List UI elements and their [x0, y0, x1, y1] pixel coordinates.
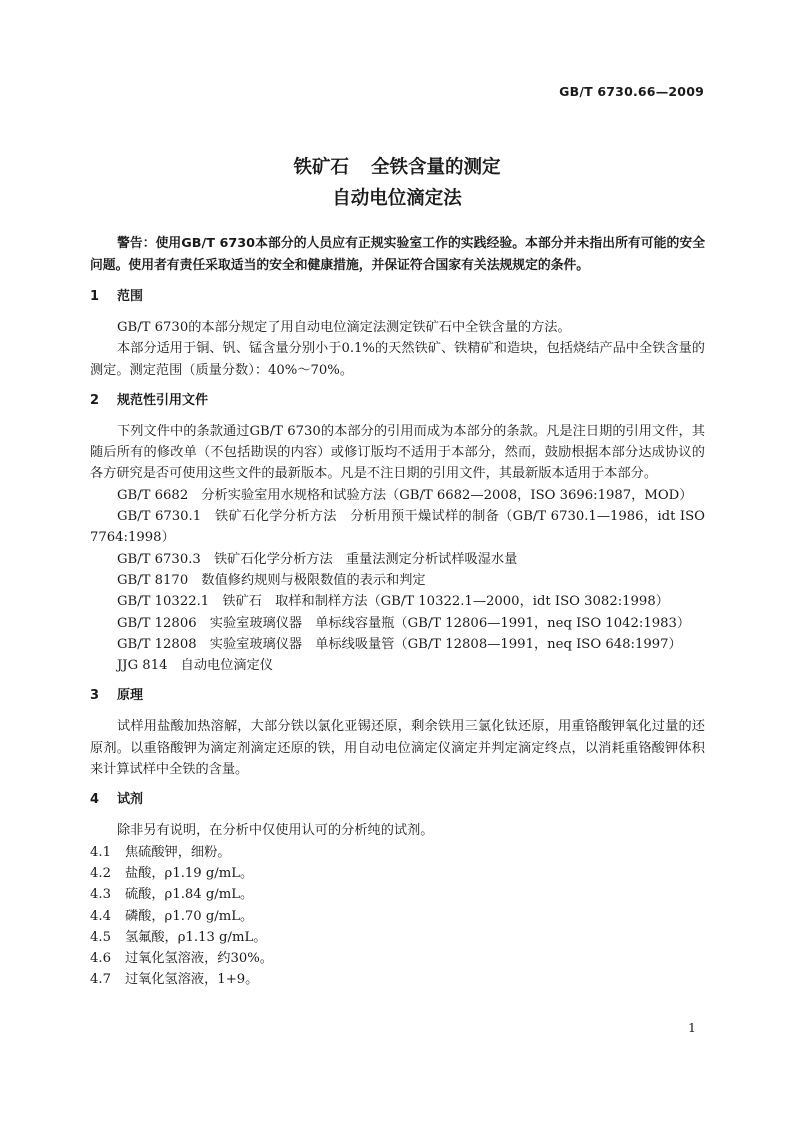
reagent-item [90, 927, 705, 948]
reagent-text: 过氧化氢溶液，1+9。 [125, 972, 259, 988]
reagent-text: 过氧化氢溶液，约30%。 [125, 951, 273, 967]
reagent-item [90, 842, 705, 863]
reagent-item [90, 948, 705, 969]
reagent-text: 焦硫酸钾，细粉。 [125, 844, 231, 860]
reagent-number: 4.4 [90, 908, 111, 924]
scope-paragraph-1: GB/T 6730的本部分规定了用自动电位滴定法测定铁矿石中全铁含量的方法。 [117, 320, 571, 335]
title-measurement: 全铁含量的测定 [371, 157, 501, 178]
section-heading-reagents [90, 789, 705, 810]
reagent-text: 硫酸，ρ1.84 g/mL。 [125, 887, 254, 903]
reagent-item [90, 906, 705, 927]
section-number: 4 [90, 792, 100, 808]
reference-item: JJG 814 自动电位滴定仪 [117, 658, 273, 674]
document-body [90, 233, 705, 991]
reagent-text: 磷酸，ρ1.70 g/mL。 [125, 908, 254, 924]
reference-item: GB/T 8170 数值修约规则与极限数值的表示和判定 [117, 572, 426, 588]
reagent-number: 4.1 [90, 844, 111, 860]
scope-paragraph-2: 本部分适用于铜、钒、锰含量分别小于0.1%的天然铁矿、铁精矿和造块，包括烧结产品中全铁含量的测定。测定范围（质量分数）：40%～70%。 [90, 341, 705, 378]
section-heading-scope [90, 286, 705, 307]
reagent-number: 4.7 [90, 972, 111, 988]
page-number: 1 [688, 1020, 696, 1035]
reference-item: GB/T 10322.1 铁矿石 取样和制样方法（GB/T 10322.1—2000，idt ISO 3082:1998） [117, 594, 669, 610]
section-number: 2 [90, 392, 100, 408]
reagent-number: 4.6 [90, 951, 111, 967]
title-subject: 铁矿石 [293, 157, 349, 178]
document-title-line2: 自动电位滴定法 [332, 188, 462, 209]
reagent-item [90, 884, 705, 905]
reference-item: GB/T 6682 分析实验室用水规格和试验方法（GB/T 6682—2008，ISO 3696:1987，MOD） [117, 487, 693, 503]
reagent-number: 4.2 [90, 865, 111, 881]
warning-paragraph: 警告：使用GB/T 6730本部分的人员应有正规实验室工作的实践经验。本部分并未指出所有可能的安全问题。使用者有责任采取适当的安全和健康措施，并保证符合国家有关法规规定的条件。 [90, 236, 705, 273]
reference-item: GB/T 6730.3 铁矿石化学分析方法 重量法测定分析试样吸湿水量 [117, 551, 518, 567]
reagents-intro: 除非另有说明，在分析中仅使用认可的分析纯的试剂。 [117, 823, 434, 839]
section-title: 试剂 [117, 792, 144, 808]
reagent-text: 氢氟酸，ρ1.13 g/mL。 [125, 929, 267, 945]
reference-item: GB/T 12806 实验室玻璃仪器 单标线容量瓶（GB/T 12806—1991，neq ISO 1042:1983） [117, 615, 691, 631]
references-intro: 下列文件中的条款通过GB/T 6730的本部分的引用而成为本部分的条款。凡是注日期的引用文件，其随后所有的修改单（不包括勘误的内容）或修订版均不适用于本部分，然而，鼓励根据本部分达成协议的各方研究是否可使用这些文件的最新版本。凡是不注日期的引用文件，其最新版本适用于本部分。 [90, 423, 705, 482]
section-number: 3 [90, 688, 100, 704]
reagent-number: 4.5 [90, 929, 111, 945]
section-number: 1 [90, 289, 100, 304]
reagent-item [90, 863, 705, 884]
section-heading-normative-references [90, 390, 705, 411]
principle-paragraph: 试样用盐酸加热溶解，大部分铁以氯化亚锡还原，剩余铁用三氯化钛还原，用重铬酸钾氧化过量的还原剂。以重铬酸钾为滴定剂滴定还原的铁，用自动电位滴定仪滴定并判定滴定终点，以消耗重铬酸钾体积来计算试样中全铁的含量。 [90, 719, 705, 778]
section-title: 范围 [117, 289, 144, 304]
section-title: 规范性引用文件 [117, 392, 209, 408]
reference-item: GB/T 6730.1 铁矿石化学分析方法 分析用预干燥试样的制备（GB/T 6730.1—1986，idt ISO 7764:1998） [90, 509, 705, 546]
standard-code: GB/T 6730.66—2009 [559, 84, 704, 99]
reagent-text: 盐酸，ρ1.19 g/mL。 [125, 865, 254, 881]
reagent-item [90, 969, 705, 990]
section-heading-principle [90, 685, 705, 706]
reference-item: GB/T 12808 实验室玻璃仪器 单标线吸量管（GB/T 12808—1991，neq ISO 648:1997） [117, 636, 682, 652]
section-title: 原理 [117, 688, 144, 704]
document-title-line1 [0, 153, 794, 179]
reagent-number: 4.3 [90, 887, 111, 903]
